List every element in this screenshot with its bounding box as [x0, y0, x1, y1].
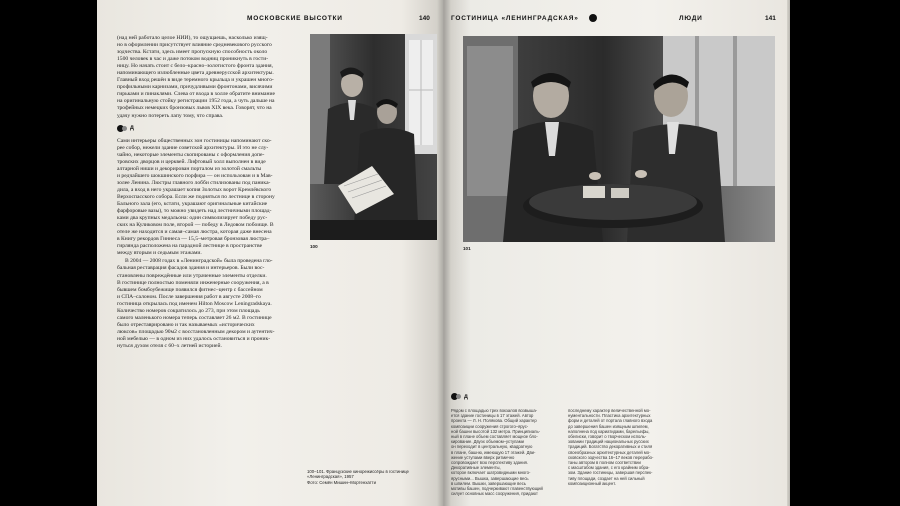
text-line: удачу нужно потереть лапу тому, что справа.: [117, 112, 224, 119]
text-line: Рядом с площадью трех вокзалов возвыша-: [451, 408, 538, 413]
text-line: между вторым и седьмым этажами.: [117, 250, 202, 257]
text-line: становлены повреждённые или утраченные элементы отделки.: [117, 272, 267, 279]
text-line: бальная реставрация фасадов здания и интерьеров. Были вос-: [117, 265, 265, 272]
text-line: ками два крупных медальона: один символизирует победу рус-: [117, 215, 268, 222]
text-line: отеле же находится и самая–самая люстра, которая даже внесена: [117, 229, 272, 236]
text-line: он переходит в центральную, квадратную: [451, 444, 533, 450]
text-line: профильными карнизами, причудливыми фронтонами, висячими: [117, 84, 273, 91]
right-text-column-1: [451, 408, 553, 496]
text-line: В гостинице полностью поменяли инженерные сооружения, а в: [117, 279, 269, 286]
right-page: [443, 0, 790, 506]
text-line: таны автором в полном соответствии: [568, 460, 641, 466]
text-line: зом. Здание гостиницы, завершая перспек-: [568, 470, 653, 476]
figure-caption: [307, 469, 427, 485]
text-line: фарфоровые вазы), то можно увидеть над лестничными площад-: [117, 208, 272, 215]
text-line: трофейных немецких бронзовых львов XIX века. Говорят, что на: [117, 105, 272, 112]
left-page-number: 140: [419, 14, 430, 22]
text-line: люксов» площадью 90м2 с восстановленным декором и аутентич-: [117, 328, 275, 335]
right-header-section: ГОСТИНИЦА «ЛЕНИНГРАДСКАЯ»: [451, 14, 579, 22]
right-header-number-wrap: [765, 12, 776, 24]
photo-100: [310, 34, 437, 240]
text-line: но в оформлении присутствует влияние средневекового русского: [117, 42, 272, 49]
text-line: в Книгу рекордов Гиннеса — 15,5–метровая бронзовая люстра–: [117, 236, 270, 243]
page-edge: [787, 0, 790, 506]
text-line: золее Ленина. Люстры главного лобби стилизованы под паника-: [117, 179, 271, 186]
text-line: гостиница открылась под именем Hilton Moscow Leningradskaya.: [117, 300, 272, 307]
text-line: и редчайшего шокшинского порфира — он использован и в Мав-: [117, 172, 273, 179]
text-line: ницу. Но начать стоит с бело–красно–золотистого фронта здания,: [117, 63, 273, 70]
text-line: ется здание гостиницы в 17 этажей. Автор: [451, 413, 534, 419]
photo-100-image: [310, 34, 437, 240]
photo-101-image: [463, 36, 775, 242]
text-line: алтарной ниши и декорирован порталом из золотой смальты: [117, 165, 262, 172]
text-line: дила, а вход в него украшает копия Золотых ворот Кремлёвского: [117, 186, 272, 193]
text-line: сковского зодчества 16–17 веков перерабо-: [568, 454, 654, 460]
figure-number-101: 101: [463, 246, 471, 251]
figure-number-100: 100: [310, 244, 318, 249]
text-line: в плане, башню, имеющую 17 этажей. Дви-: [451, 449, 536, 455]
section-marker: [117, 125, 322, 132]
text-line: в шпилем. Вышки, завершающие весь: [451, 480, 526, 486]
text-line: жение уступами вверх ритмично: [451, 454, 515, 460]
text-line: композиции сооружения строгого–ярус-: [451, 423, 529, 429]
caption-line: «Ленинградская», 1957: [307, 474, 354, 480]
text-line: рее собор, нежели здание советской архитектуры. И это не слу-: [117, 144, 269, 151]
text-line: композиционный акцент.: [568, 480, 616, 486]
left-header-title-wrap: [247, 12, 343, 24]
text-line: Главный вход решён в виде теремного крыльца и украшен много-: [117, 77, 274, 84]
text-line: до завершения башен изящным шпилем,: [568, 423, 649, 429]
text-line: было отреставрировано и так называемых «исторических: [117, 321, 255, 328]
text-line: Верхоспасского собора. Если же подняться по лестнице в сторону: [117, 193, 275, 200]
right-running-header: [451, 12, 597, 24]
text-line: ной мебелью — в одном из них удалось остановиться и проник-: [117, 335, 271, 342]
text-line: Бального зала (его, кстати, украшают оригинальные китайские: [117, 201, 268, 208]
book-gutter: [437, 0, 451, 506]
paragraph-group-3: [117, 258, 322, 350]
marker-dot-small-icon: [122, 126, 127, 131]
text-line: кирование. Двуэх объемом–уступами: [451, 439, 524, 445]
header-dot-icon: [589, 14, 597, 22]
text-line: своеобразных архитектурных деталей мо-: [568, 449, 651, 455]
text-line: традиций. Богатство декоративных и стиля: [568, 444, 653, 450]
right-header-label-wrap: [679, 12, 703, 24]
text-line: гирьками и пинаклями. Слева от входа в холле обратите внимание: [117, 91, 275, 98]
text-line: обелиски, говорит о творческом исполь-: [568, 434, 647, 440]
text-line: и СПА–салоном. После завершения работ в августе 2008–го: [117, 293, 261, 300]
left-page: [97, 0, 443, 506]
text-line: нументальности. Пластика архитектурных: [568, 413, 651, 419]
left-running-header: [115, 12, 197, 24]
text-line: ной башни высотой 132 метра. Принципиаль-: [451, 428, 541, 434]
text-line: напоминающего излюбленные цвета древнерусской архитектуры.: [117, 70, 274, 77]
book-spread: [97, 0, 790, 506]
text-line: Декоративные элементы,: [451, 465, 501, 471]
text-line: В 2004 — 2008 годах в «Ленинградской» была проведена гло-: [125, 258, 273, 265]
text-line: зовании традиций национальных русских: [568, 439, 649, 445]
photo-101: [463, 36, 775, 242]
text-line: ный в плане объем составляет мощное бло-: [451, 434, 538, 440]
right-header-label: ЛЮДИ: [679, 14, 703, 22]
text-line: тиву площади, создает на ней сильный: [568, 475, 645, 481]
text-line: проекта — Л. Н. Полякова. Общий характер: [451, 418, 537, 424]
caption-line: Фото: Семён Мишин–Мортенхатти: [307, 479, 376, 485]
text-line: сопровождает всю перспективу здания.: [451, 460, 529, 466]
text-line: 1500 человек в час и даже потоком водниц проникнуть в гости-: [117, 56, 269, 63]
left-header-number-wrap: [419, 12, 430, 24]
text-line: тровских дворцов и церквей. Лифтовый холл выполнен в виде: [117, 158, 266, 165]
marker-letter: д: [464, 393, 468, 400]
text-line: нуться духом отеля с 60–х летней историей.: [117, 342, 222, 349]
text-line: с масштабом здания, с его крайним обра-: [568, 465, 650, 471]
right-section-marker: [451, 393, 468, 400]
text-line: зодчества. Кстати, здесь имеет пропускную способность около: [117, 49, 268, 56]
text-line: (над ней работало целое НИИ), то ощущаешь, насколько изящ-: [117, 35, 268, 41]
text-line: ских на Куликовом поле, второй — победу в Ледовом побоище. В: [117, 222, 274, 229]
left-header-section: МОСКОВСКИЕ ВЫСОТКИ: [247, 14, 343, 22]
text-line: самого маленького номера теперь составляет 26 м2. В гостинице: [117, 314, 272, 321]
left-body-text: [117, 35, 322, 350]
text-line: последнему характер величественной мо-: [568, 408, 651, 413]
text-line: на оригинальную стойку регистрации 1952 года, а чуть дальше на: [117, 98, 275, 105]
paragraph-group-1: [117, 35, 322, 120]
text-line: которое включает шатровидными много-: [451, 470, 531, 476]
text-line: чайно, некоторые элементы скопированы с оформления допе-: [117, 151, 265, 158]
paragraph-group-2: [117, 138, 322, 258]
text-line: Сами интерьеры общественных зон гостиницы напоминают ско-: [117, 137, 272, 144]
text-line: наполнена под кариатидами, барельефы,: [568, 428, 650, 434]
text-line: Количество номеров сократилось до 273, при этом площадь: [117, 307, 260, 314]
text-line: форм и деталей от портала главного входа: [568, 418, 653, 424]
text-line: бывшем бомбоубежище появился фитнес–центр с бассейном: [117, 286, 263, 293]
text-line: гирлянда расположена на парадной лестнице в пространстве: [117, 243, 263, 250]
text-line: ярусными... Вышка, завершающие весь: [451, 475, 529, 481]
marker-dot-small-icon: [456, 394, 461, 399]
caption-line: 100–101. Французские кинорежиссёры в гостинице: [307, 469, 409, 474]
right-page-number: 141: [765, 14, 776, 22]
right-text-column-2: [568, 408, 672, 486]
marker-letter: д: [130, 124, 134, 131]
text-line: силует основных масс сооружения, придают: [451, 491, 538, 497]
text-line: мотивы башен, подчеркивают главенствующий: [451, 486, 543, 492]
